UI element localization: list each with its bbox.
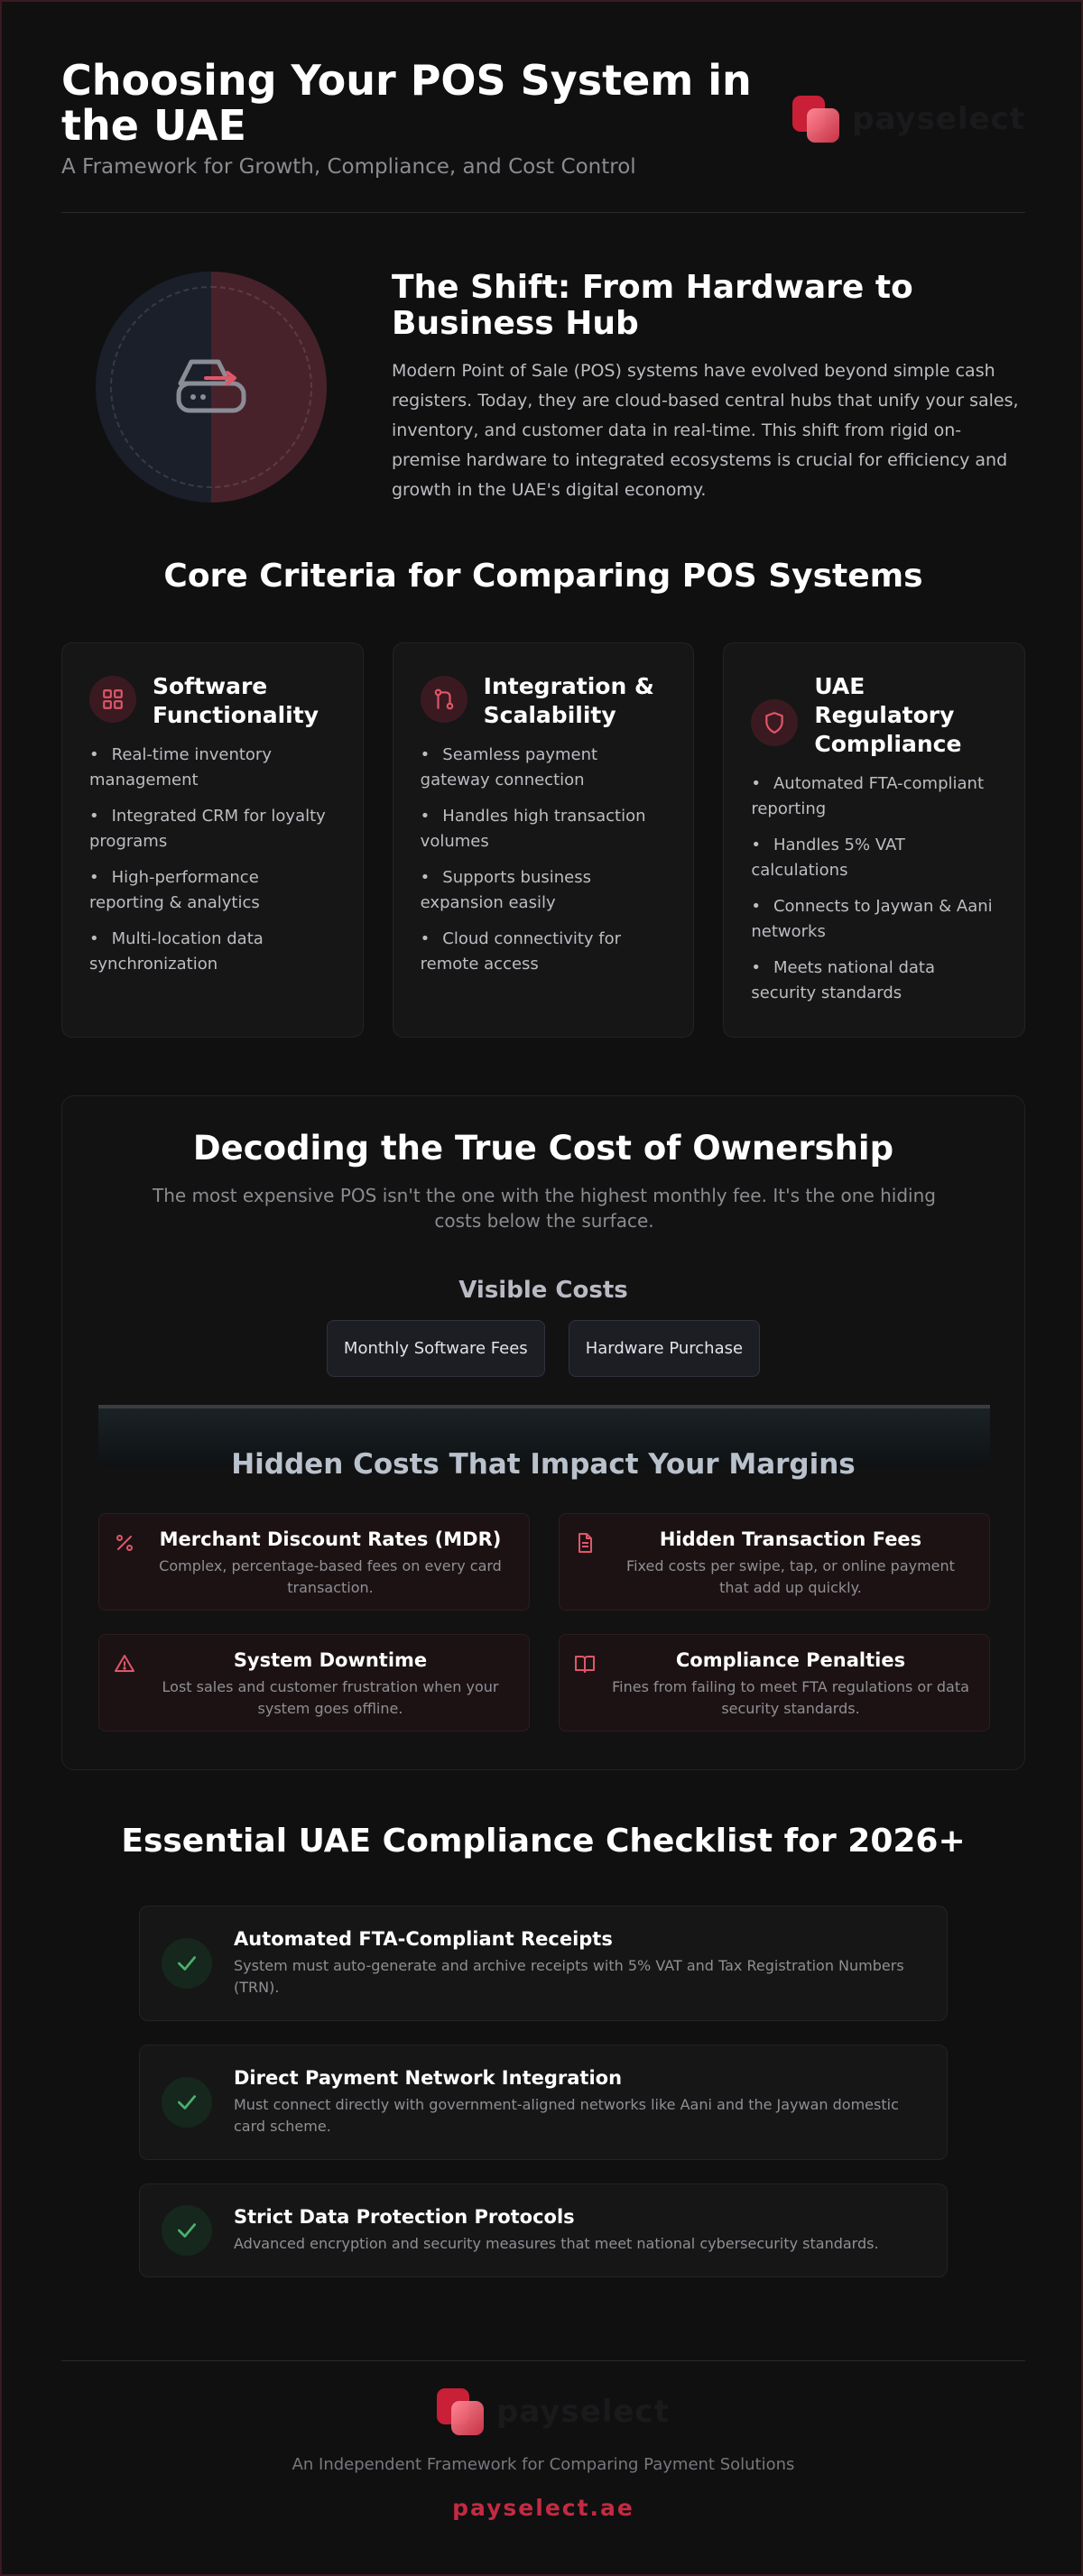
page-header bbox=[61, 58, 1025, 213]
brand-wordmark: payselect bbox=[852, 101, 1025, 137]
criteria-card-software bbox=[61, 642, 364, 1038]
card-title: Integration & Scalability bbox=[483, 673, 654, 728]
page-title: Choosing Your POS System in the UAE bbox=[61, 56, 752, 150]
criteria-card-integration bbox=[393, 642, 695, 1038]
hidden-cost-desc: Lost sales and customer frustration when your system goes offline. bbox=[162, 1678, 499, 1717]
hidden-cost-card bbox=[559, 1634, 990, 1731]
hidden-cost-title: Compliance Penalties bbox=[675, 1649, 906, 1671]
shield-icon bbox=[751, 699, 798, 746]
footer-tagline: An Independent Framework for Comparing Payment Solutions bbox=[292, 2455, 795, 2474]
checklist-item-desc: Must connect directly with government-aligned networks like Aani and the Jaywan domestic card scheme. bbox=[234, 2096, 899, 2135]
card-title: Software Functionality bbox=[153, 673, 319, 728]
list-item: • Seamless payment gateway connection bbox=[421, 743, 667, 793]
logo-mark-icon bbox=[437, 2388, 487, 2435]
footer-logo[interactable] bbox=[437, 2388, 670, 2435]
checklist-item-desc: Advanced encryption and security measures that meet national cybersecurity standards. bbox=[234, 2235, 879, 2252]
page-footer bbox=[61, 2360, 1025, 2541]
page-subtitle: A Framework for Growth, Compliance, and Cost Control bbox=[61, 155, 636, 179]
list-item: • Supports business expansion easily bbox=[421, 865, 667, 916]
footer-wordmark: payselect bbox=[496, 2394, 670, 2430]
hidden-cost-desc: Complex, percentage-based fees on every card transaction. bbox=[159, 1557, 502, 1596]
shift-section bbox=[61, 259, 1025, 521]
hidden-cost-title: System Downtime bbox=[233, 1649, 428, 1671]
checkmark-icon bbox=[162, 1938, 212, 1989]
hidden-cost-desc: Fines from failing to meet FTA regulations or data security standards. bbox=[612, 1678, 969, 1717]
cost-subtitle: The most expensive POS isn't the one with the highest monthly fee. It's the one hiding costs below the surface. bbox=[153, 1185, 936, 1232]
hidden-costs-title: Hidden Costs That Impact Your Margins bbox=[231, 1448, 856, 1481]
checklist-item bbox=[139, 2184, 948, 2277]
list-item: • Connects to Jaywan & Aani networks bbox=[751, 894, 997, 945]
checklist-item bbox=[139, 1906, 948, 2021]
checklist-item-title: Strict Data Protection Protocols bbox=[234, 2206, 575, 2228]
hardware-to-hub-illustration bbox=[96, 272, 327, 503]
visible-cost-chip: Monthly Software Fees bbox=[327, 1320, 545, 1377]
list-item: • Cloud connectivity for remote access bbox=[421, 927, 667, 977]
book-icon bbox=[574, 1653, 596, 1675]
checklist-title: Essential UAE Compliance Checklist for 2026+ bbox=[121, 1823, 966, 1860]
visible-cost-chip: Hardware Purchase bbox=[569, 1320, 760, 1377]
warning-icon bbox=[114, 1653, 135, 1675]
hidden-cost-desc: Fixed costs per swipe, tap, or online payment that add up quickly. bbox=[626, 1557, 955, 1596]
visible-costs-title: Visible Costs bbox=[458, 1277, 628, 1304]
footer-url-link[interactable]: payselect.ae bbox=[452, 2495, 634, 2521]
criteria-title: Core Criteria for Comparing POS Systems bbox=[163, 558, 923, 595]
percent-icon bbox=[114, 1532, 135, 1554]
cost-section bbox=[61, 1095, 1025, 1770]
hidden-cost-title: Hidden Transaction Fees bbox=[659, 1528, 922, 1550]
checkmark-icon bbox=[162, 2205, 212, 2256]
list-item: • Handles high transaction volumes bbox=[421, 804, 667, 854]
criteria-card-compliance bbox=[723, 642, 1025, 1038]
checklist-item-title: Direct Payment Network Integration bbox=[234, 2067, 623, 2089]
list-item: • Meets national data security standards bbox=[751, 956, 997, 1006]
list-item: • Handles 5% VAT calculations bbox=[751, 833, 997, 883]
shift-body: Modern Point of Sale (POS) systems have evolved beyond simple cash registers. Today, they are cloud-based central hubs that unify your sales, inventory, and customer data in real-time. This shift from rigid on-premise hardware to integrated ecosystems is crucial for efficiency and growth in the UAE's digital economy. bbox=[392, 361, 1019, 500]
list-item: • Multi-location data synchronization bbox=[89, 927, 336, 977]
document-icon bbox=[574, 1532, 596, 1554]
grid-icon bbox=[89, 676, 136, 723]
card-title: UAE Regulatory Compliance bbox=[814, 673, 962, 757]
hidden-costs-grid bbox=[98, 1513, 990, 1731]
checklist-item-title: Automated FTA-Compliant Receipts bbox=[234, 1928, 613, 1950]
checklist-item bbox=[139, 2045, 948, 2160]
shift-title: The Shift: From Hardware to Business Hub bbox=[392, 269, 913, 342]
checkmark-icon bbox=[162, 2077, 212, 2128]
hidden-cost-title: Merchant Discount Rates (MDR) bbox=[159, 1528, 502, 1550]
list-item: • Integrated CRM for loyalty programs bbox=[89, 804, 336, 854]
list-item: • Real-time inventory management bbox=[89, 743, 336, 793]
compliance-checklist bbox=[139, 1906, 948, 2301]
hidden-cost-card bbox=[98, 1513, 530, 1611]
list-item: • High-performance reporting & analytics bbox=[89, 865, 336, 916]
pos-device-icon bbox=[175, 353, 247, 418]
brand-logo[interactable] bbox=[792, 96, 1025, 143]
list-item: • Automated FTA-compliant reporting bbox=[751, 771, 997, 822]
logo-mark-icon bbox=[792, 96, 843, 143]
hidden-cost-card bbox=[559, 1513, 990, 1611]
visible-costs-list bbox=[62, 1320, 1024, 1377]
checklist-item-desc: System must auto-generate and archive receipts with 5% VAT and Tax Registration Numbers (TRN). bbox=[234, 1957, 904, 1996]
hidden-cost-card bbox=[98, 1634, 530, 1731]
git-branch-icon bbox=[421, 676, 467, 723]
cost-title: Decoding the True Cost of Ownership bbox=[192, 1129, 894, 1168]
criteria-cards bbox=[61, 642, 1025, 1038]
